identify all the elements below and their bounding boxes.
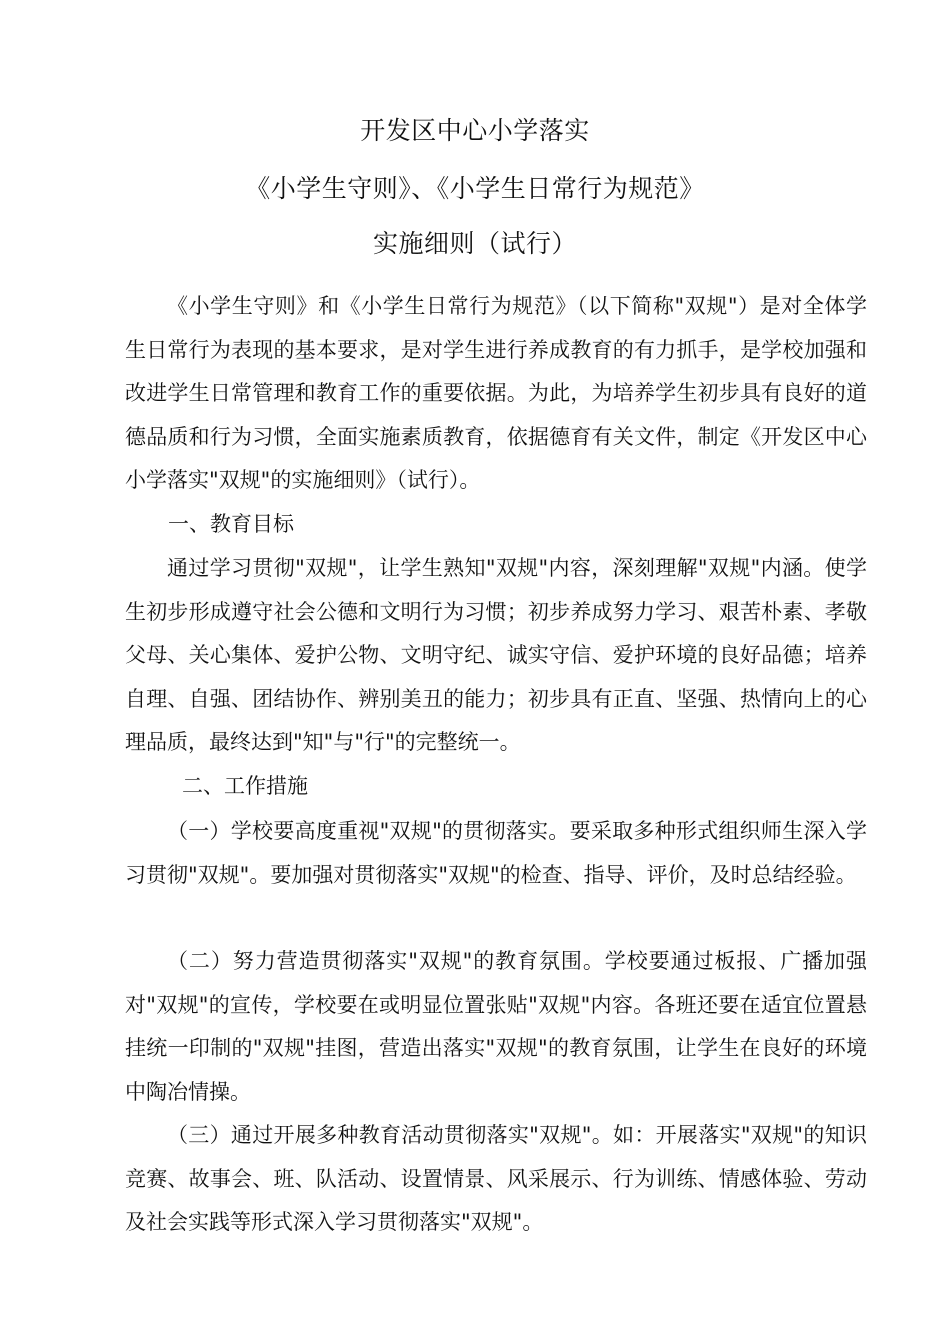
intro-paragraph: 《小学生守则》和《小学生日常行为规范》（以下简称"双规"）是对全体学生日常行为表现的基本要求，是对学生进行养成教育的有力抓手，是学校加强和改进学生日常管理和教育工作的重要依据。为此，为培养学生初步具有良好的道德品质和行为习惯，全面实施素质教育，依据德育有关文件，制定《开发区中心小学落实"双规"的实施细则》（试行）。 (125, 294, 867, 493)
measure-paragraph-2: （二）努力营造贯彻落实"双规"的教育氛围。学校要通过板报、广播加强对"双规"的宣传，学校要在或明显位置张贴"双规"内容。各班还要在适宜位置悬挂统一印制的"双规"挂图，营造出落实"双规"的教育氛围，让学生在良好的环境中陶冶情操。 (125, 949, 867, 1104)
measure-paragraph-1: （一）学校要高度重视"双规"的贯彻落实。要采取多种形式组织师生深入学习贯彻"双规"。要加强对贯彻落实"双规"的检查、指导、评价，及时总结经验。 (125, 819, 867, 887)
education-goals-paragraph: 通过学习贯彻"双规"，让学生熟知"双规"内容，深刻理解"双规"内涵。使学生初步形成遵守社会公德和文明行为习惯；初步养成努力学习、艰苦朴素、孝敬父母、关心集体、爱护公物、文明守纪、诚实守信、爱护环境的良好品德；培养自理、自强、团结协作、辨别美丑的能力；初步具有正直、坚强、热情向上的心理品质，最终达到"知"与"行"的完整统一。 (125, 556, 867, 755)
measure-paragraph-3: （三）通过开展多种教育活动贯彻落实"双规"。如：开展落实"双规"的知识竞赛、故事会、班、队活动、设置情景、风采展示、行为训练、情感体验、劳动及社会实践等形式深入学习贯彻落实"双规"。 (125, 1123, 867, 1235)
title-line-2: 《小学生守则》、《小学生日常行为规范》 (245, 174, 705, 203)
title-line-1: 开发区中心小学落实 (360, 116, 590, 145)
section-heading-education-goals: 一、教育目标 (168, 512, 294, 536)
section-heading-work-measures: 二、工作措施 (182, 774, 308, 798)
title-line-3: 实施细则（试行） (372, 229, 577, 258)
